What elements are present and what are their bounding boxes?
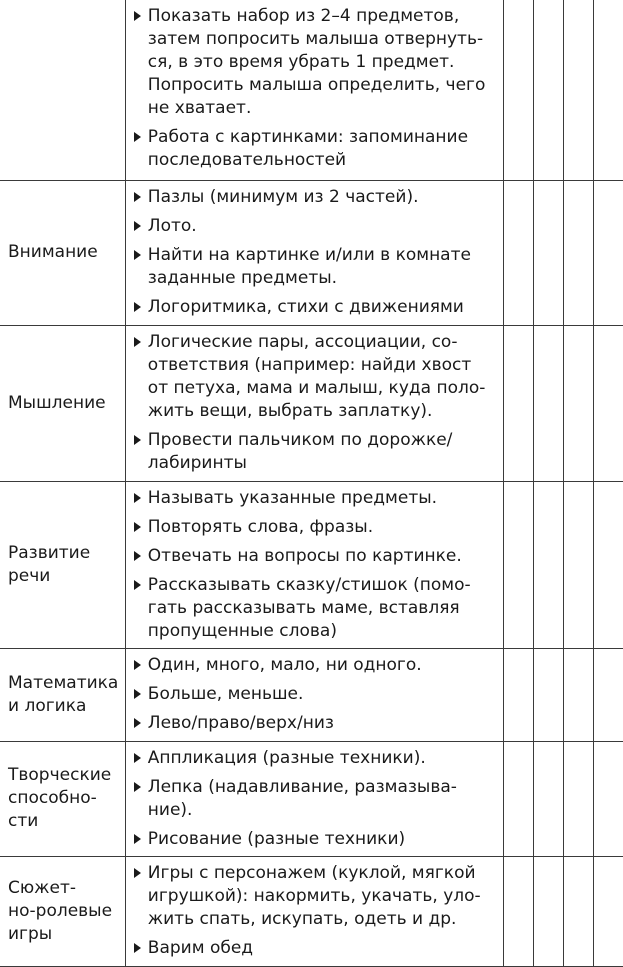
- list-item-text: Логоритмика, стихи с движениями: [147, 296, 464, 317]
- category-cell: [0, 648, 125, 741]
- checkbox-cell[interactable]: [593, 325, 623, 481]
- category-cell: [0, 180, 125, 325]
- list-item: [132, 126, 497, 172]
- list-item-text: Повторять слова, фразы.: [147, 516, 374, 537]
- list-item: [132, 186, 497, 209]
- category-label: Творческие способно- сти: [8, 765, 112, 831]
- tasks-cell: [125, 741, 503, 856]
- checkbox-cell[interactable]: [503, 0, 533, 180]
- checkbox-cell[interactable]: [563, 856, 593, 966]
- triangle-bullet-icon: [134, 337, 141, 347]
- tasks-cell: [125, 856, 503, 966]
- triangle-bullet-icon: [134, 834, 141, 844]
- category-label: Развитие речи: [8, 542, 91, 586]
- list-item: [132, 574, 497, 643]
- checkbox-cell[interactable]: [563, 481, 593, 648]
- table-row: [0, 741, 623, 856]
- triangle-bullet-icon: [134, 689, 141, 699]
- checkbox-cell[interactable]: [533, 741, 563, 856]
- triangle-bullet-icon: [134, 221, 141, 231]
- checkbox-cell[interactable]: [503, 856, 533, 966]
- list-item-text: Логические пары, ассоциации, со- ответствия (например: найди хвост от петуха, мама и малыш, куда поло- жить вещи, выбрать заплатку).: [147, 331, 486, 421]
- triangle-bullet-icon: [134, 753, 141, 763]
- list-item: [132, 828, 497, 851]
- list-item-text: Показать набор из 2–4 предметов, затем попросить малыша отвернуть- ся, в это время убрать 1 предмет. Попросить малыша определить, чего не хватает.: [147, 6, 486, 118]
- list-item-text: Называть указанные предметы.: [147, 487, 438, 508]
- list-item: [132, 937, 497, 960]
- tasks-cell: [125, 180, 503, 325]
- list-item-text: Игры с персонажем (куклой, мягкой игрушкой): накормить, укачать, уло- жить спать, искупать, одеть и др.: [147, 862, 481, 929]
- triangle-bullet-icon: [134, 250, 141, 260]
- category-cell: [0, 325, 125, 481]
- table-row: [0, 648, 623, 741]
- triangle-bullet-icon: [134, 192, 141, 202]
- list-item: [132, 545, 497, 568]
- triangle-bullet-icon: [134, 782, 141, 792]
- list-item-text: Рисование (разные техники): [147, 828, 406, 849]
- table-row: [0, 481, 623, 648]
- triangle-bullet-icon: [134, 943, 141, 953]
- checkbox-cell[interactable]: [503, 180, 533, 325]
- checkbox-cell[interactable]: [503, 741, 533, 856]
- checkbox-cell[interactable]: [593, 741, 623, 856]
- table-row: [0, 0, 623, 180]
- checkbox-cell[interactable]: [503, 325, 533, 481]
- list-item-text: Лево/право/верх/низ: [147, 712, 334, 733]
- list-item-text: Лепка (надавливание, размазыва- ние).: [147, 776, 457, 820]
- checkbox-cell[interactable]: [593, 180, 623, 325]
- list-item: [132, 862, 497, 931]
- category-cell: [0, 856, 125, 966]
- list-item-text: Пазлы (минимум из 2 частей).: [147, 186, 419, 207]
- list-item-text: Больше, меньше.: [147, 683, 304, 704]
- tasks-cell: [125, 325, 503, 481]
- checkbox-cell[interactable]: [563, 180, 593, 325]
- list-item-text: Провести пальчиком по дорожке/ лабиринты: [147, 429, 453, 473]
- triangle-bullet-icon: [134, 493, 141, 503]
- list-item: [132, 683, 497, 706]
- triangle-bullet-icon: [134, 868, 141, 878]
- category-label: Математика и логика: [8, 672, 119, 716]
- triangle-bullet-icon: [134, 580, 141, 590]
- checkbox-cell[interactable]: [593, 0, 623, 180]
- checkbox-cell[interactable]: [503, 648, 533, 741]
- list-item: [132, 487, 497, 510]
- list-item-text: Рассказывать сказку/стишок (помо- гать рассказывать маме, вставляя пропущенные слова): [147, 574, 471, 641]
- checkbox-cell[interactable]: [503, 481, 533, 648]
- checkbox-cell[interactable]: [563, 0, 593, 180]
- triangle-bullet-icon: [134, 660, 141, 670]
- list-item: [132, 429, 497, 475]
- list-item: [132, 712, 497, 735]
- table-row: [0, 180, 623, 325]
- checkbox-cell[interactable]: [533, 325, 563, 481]
- checkbox-cell[interactable]: [593, 856, 623, 966]
- tasks-cell: [125, 648, 503, 741]
- triangle-bullet-icon: [134, 551, 141, 561]
- list-item: [132, 215, 497, 238]
- triangle-bullet-icon: [134, 11, 141, 21]
- list-item-text: Один, много, мало, ни одного.: [147, 654, 422, 675]
- list-item: [132, 654, 497, 677]
- list-item: [132, 516, 497, 539]
- category-cell: [0, 481, 125, 648]
- table-row: [0, 325, 623, 481]
- category-cell: [0, 741, 125, 856]
- checkbox-cell[interactable]: [593, 481, 623, 648]
- checkbox-cell[interactable]: [533, 180, 563, 325]
- checkbox-cell[interactable]: [563, 741, 593, 856]
- checkbox-cell[interactable]: [533, 648, 563, 741]
- triangle-bullet-icon: [134, 718, 141, 728]
- triangle-bullet-icon: [134, 302, 141, 312]
- list-item: [132, 296, 497, 319]
- list-item-text: Работа с картинками: запоминание последовательностей: [147, 127, 469, 170]
- triangle-bullet-icon: [134, 132, 141, 142]
- checkbox-cell[interactable]: [563, 325, 593, 481]
- list-item-text: Отвечать на вопросы по картинке.: [147, 545, 462, 566]
- category-label: Внимание: [8, 242, 98, 262]
- checkbox-cell[interactable]: [533, 856, 563, 966]
- checkbox-cell[interactable]: [533, 481, 563, 648]
- tasks-cell: [125, 0, 503, 180]
- list-item-text: Найти на картинке и/или в комнате заданные предметы.: [147, 244, 471, 288]
- list-item: [132, 776, 497, 822]
- tasks-cell: [125, 481, 503, 648]
- list-item: [132, 5, 497, 120]
- category-cell: [0, 0, 125, 180]
- checkbox-cell[interactable]: [593, 648, 623, 741]
- triangle-bullet-icon: [134, 522, 141, 532]
- category-label: Сюжет- но-ролевые игры: [8, 877, 113, 944]
- list-item: [132, 331, 497, 423]
- list-item-text: Лото.: [147, 215, 197, 236]
- category-label: Мышление: [8, 392, 106, 413]
- table-row: [0, 856, 623, 966]
- triangle-bullet-icon: [134, 435, 141, 445]
- checkbox-cell[interactable]: [563, 648, 593, 741]
- list-item: [132, 747, 497, 770]
- list-item: [132, 244, 497, 290]
- checkbox-cell[interactable]: [533, 0, 563, 180]
- list-item-text: Варим обед: [147, 937, 254, 958]
- list-item-text: Аппликация (разные техники).: [147, 747, 426, 768]
